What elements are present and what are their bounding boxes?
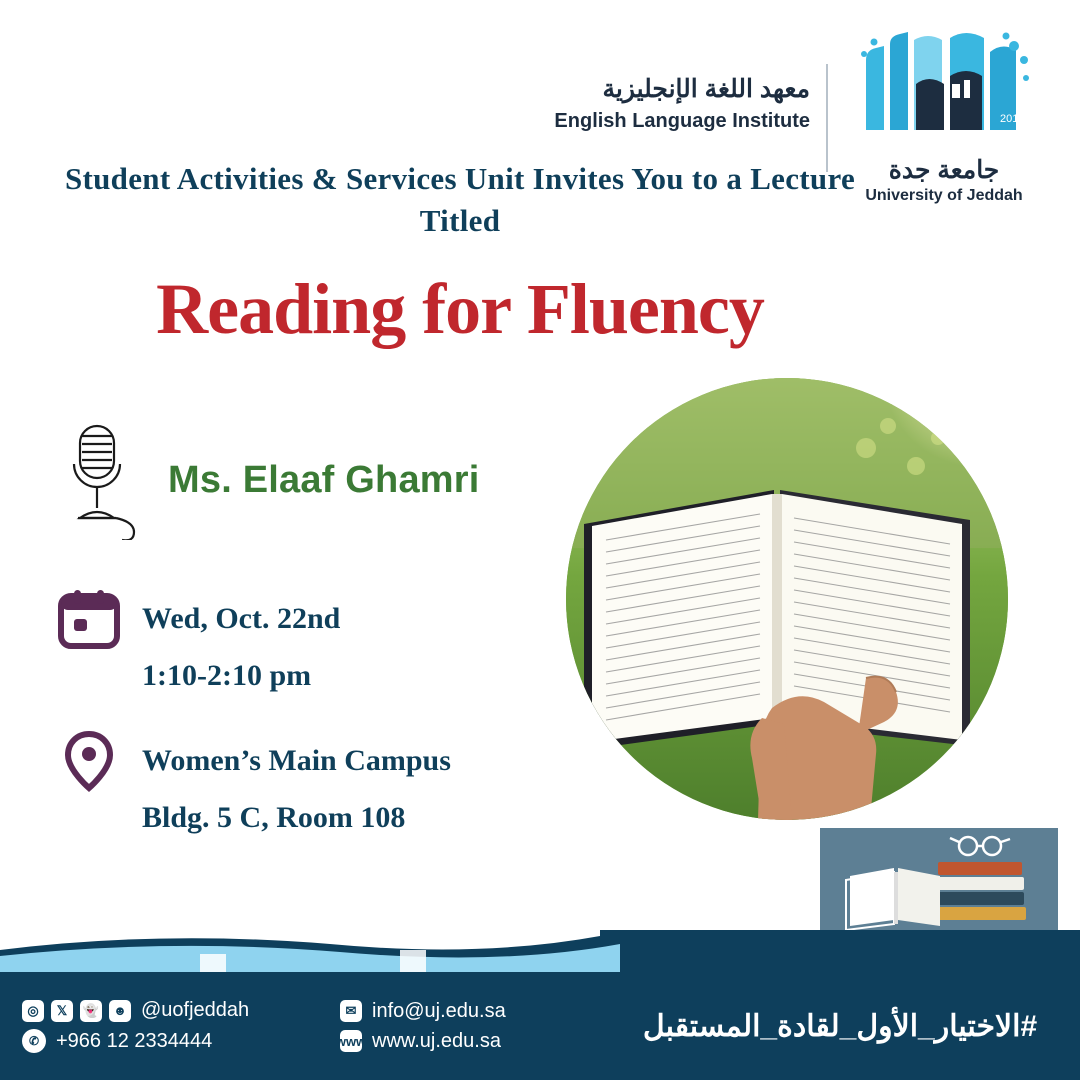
phone-icon: ✆ <box>22 1029 46 1053</box>
date-time-text <box>142 588 340 704</box>
institute-name-english: English Language Institute <box>554 110 810 132</box>
campaign-hashtag: #الاختيار_الأول_لقادة_المستقبل <box>642 1009 1038 1043</box>
footer-wave-decoration <box>0 930 1080 972</box>
email-row[interactable] <box>340 1000 640 1023</box>
social-icon-group[interactable] <box>22 1000 131 1022</box>
twitter-icon[interactable]: 𝕏 <box>51 1000 73 1022</box>
lecture-title: Reading for Fluency <box>156 269 764 349</box>
event-venue: Women’s Main Campus <box>142 744 451 777</box>
event-room: Bldg. 5 C, Room 108 <box>142 801 406 834</box>
eli-text-block <box>554 26 810 133</box>
calendar-icon <box>58 588 120 650</box>
speaker-name: Ms. Elaaf Ghamri <box>168 458 480 501</box>
website-url: www.uj.edu.sa <box>372 1029 501 1052</box>
globe-icon: www <box>340 1030 362 1052</box>
speaker-row <box>58 420 578 540</box>
map-pin-icon <box>58 730 120 792</box>
footer-social-block <box>0 992 340 1060</box>
book-photo <box>566 378 1008 820</box>
location-text <box>142 730 451 846</box>
university-logo-block <box>844 26 1044 205</box>
stacked-books-icon <box>820 828 1058 932</box>
email-address: info@uj.edu.sa <box>372 999 506 1022</box>
social-handle: @uofjeddah <box>141 999 250 1021</box>
phone-number: +966 12 2334444 <box>56 1029 213 1052</box>
instagram-icon[interactable]: ◎ <box>22 1000 44 1022</box>
university-name-english: University of Jeddah <box>865 187 1023 204</box>
date-time-block <box>58 588 598 704</box>
invitation-line: Student Activities & Services Unit Invites You to a Lecture Titled <box>64 161 856 238</box>
social-row[interactable] <box>22 999 340 1022</box>
footer-contact-block <box>335 993 640 1060</box>
footer-bar <box>0 972 1080 1080</box>
phone-row[interactable] <box>22 1029 340 1053</box>
microphone-icon <box>58 420 148 540</box>
website-row[interactable] <box>335 1029 640 1053</box>
event-time: 1:10-2:10 pm <box>142 659 312 692</box>
event-details <box>58 588 598 872</box>
user-icon[interactable]: ☻ <box>109 1000 131 1022</box>
event-date: Wed, Oct. 22nd <box>142 602 341 635</box>
uj-emblem-icon <box>854 26 1034 146</box>
email-icon: ✉ <box>340 1000 362 1022</box>
logo-year-text: 2014 <box>1000 113 1025 125</box>
institute-name-arabic: معهد اللغة الإنجليزية <box>602 75 810 103</box>
university-name-arabic: جامعة جدة <box>888 156 1000 184</box>
snapchat-icon[interactable]: 👻 <box>80 1000 102 1022</box>
logo-divider <box>826 64 828 172</box>
location-block <box>58 730 598 846</box>
